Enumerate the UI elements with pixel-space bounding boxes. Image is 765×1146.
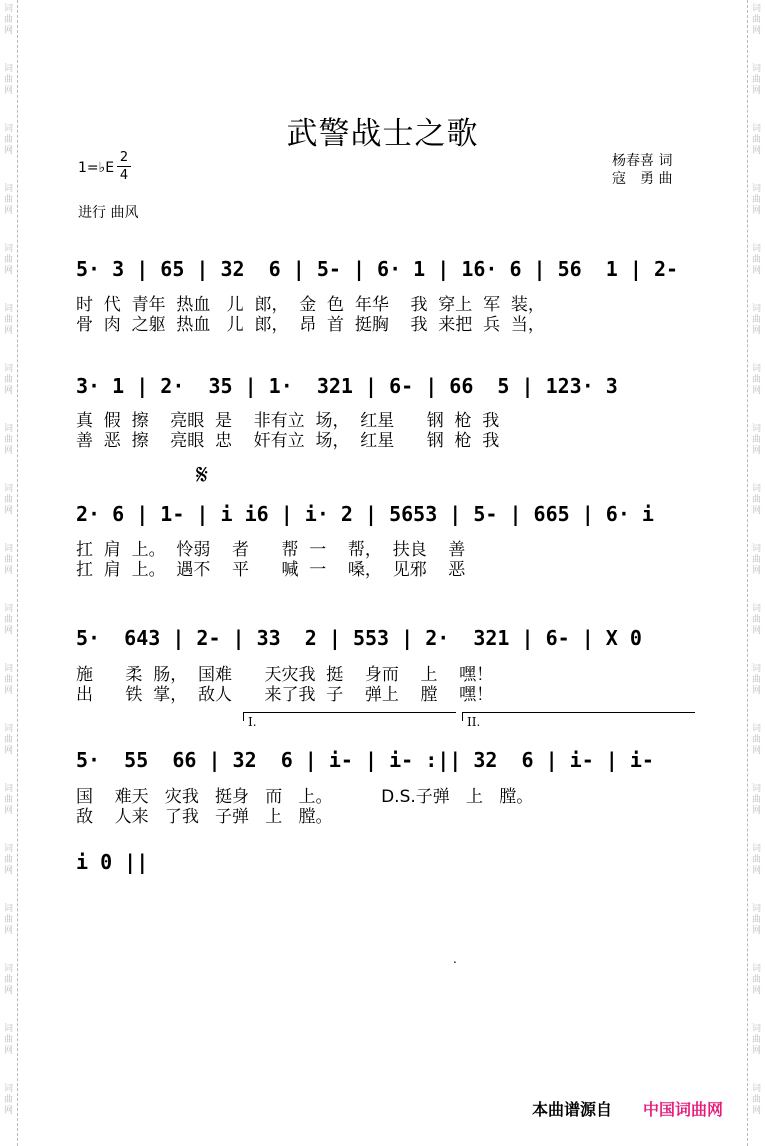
watermark-glyphs: 词 曲 网: [3, 4, 13, 36]
segno-sign: 𝄋: [196, 458, 209, 491]
watermark-glyphs: 词 曲 网: [751, 1084, 761, 1116]
watermark-glyphs: 词 曲 网: [751, 604, 761, 636]
watermark-glyphs: 词 曲 网: [751, 844, 761, 876]
lyrics-line-2b: 善 恶 擦 亮眼 忠 奸有立 场， 红星 钢 枪 我: [76, 431, 500, 451]
watermark-glyphs: 词 曲 网: [751, 4, 761, 36]
lyrics-line-2a: 真 假 擦 亮眼 是 非有立 场， 红星 钢 枪 我: [76, 411, 500, 431]
lyrics-line-3a: 扛 肩 上。 怜弱 者 帮 一 帮， 扶良 善: [76, 540, 466, 560]
watermark-glyphs: 词 曲 网: [751, 784, 761, 816]
lyrics-line-5a: 国 难天 灾我 挺身 而 上。 D.S.子弹 上 膛。: [76, 787, 534, 807]
lyricist-credit: 杨春喜 词: [612, 153, 673, 169]
composer-credit: 寇 勇 曲: [612, 171, 673, 187]
lyrics-line-4b: 出 铁 掌， 敌人 来了我 子 弹上 膛 嘿！: [76, 685, 494, 705]
notes-line-6: i 0 ||: [76, 850, 149, 874]
lyrics-line-3b: 扛 肩 上。 遇不 平 喊 一 嗓， 见邪 恶: [76, 560, 466, 580]
footer-site-link[interactable]: 中国词曲网: [643, 1100, 724, 1119]
credits: [612, 152, 672, 188]
watermark-glyphs: 词 曲 网: [751, 64, 761, 96]
tempo-marking: 进行 曲风: [78, 205, 139, 221]
watermark-glyphs: 词 曲 网: [3, 904, 13, 936]
lyrics-line-5b: 敌 人来 了我 子弹 上 膛。: [76, 807, 333, 827]
volta-1-label: I.: [248, 715, 257, 729]
watermark-glyphs: 词 曲 网: [3, 244, 13, 276]
watermark-glyphs: 词 曲 网: [751, 124, 761, 156]
notes-line-5: 5· 55 66 | 32 6 | i- | i- :|| 32 6 | i- | i-: [76, 748, 654, 772]
watermark-glyphs: 词 曲 网: [3, 484, 13, 516]
time-signature-line: [117, 166, 131, 167]
time-signature-top: 2: [119, 150, 129, 165]
time-signature-bottom: 4: [119, 168, 129, 183]
notes-line-2: 3· 1 | 2· 35 | 1· 321 | 6- | 66 5 | 123· 3: [76, 374, 618, 398]
key-signature: 1=♭E: [78, 160, 115, 176]
notes-line-4: 5· 643 | 2- | 33 2 | 553 | 2· 321 | 6- | X 0: [76, 626, 642, 650]
lyrics-line-4a: 施 柔 肠， 国难 天灾我 挺 身而 上 嘿！: [76, 665, 494, 685]
watermark-glyphs: 词 曲 网: [3, 64, 13, 96]
lyrics-line-1a: 时 代 青年 热血 儿 郎， 金 色 年华 我 穿上 军 装，: [76, 295, 545, 315]
watermark-glyphs: 词 曲 网: [751, 424, 761, 456]
watermark-glyphs: 词 曲 网: [751, 184, 761, 216]
volta-bracket-1: [243, 712, 456, 729]
watermark-glyphs: 词 曲 网: [3, 784, 13, 816]
watermark-glyphs: 词 曲 网: [751, 664, 761, 696]
watermark-glyphs: 词 曲 网: [3, 364, 13, 396]
time-signature: [117, 150, 131, 183]
footer-source-label: 本曲谱源自: [532, 1100, 613, 1119]
watermark-glyphs: 词 曲 网: [3, 1084, 13, 1116]
watermark-glyphs: 词 曲 网: [751, 724, 761, 756]
watermark-glyphs: 词 曲 网: [751, 544, 761, 576]
watermark-glyphs: 词 曲 网: [3, 184, 13, 216]
watermark-glyphs: 词 曲 网: [3, 1024, 13, 1056]
watermark-glyphs: 词 曲 网: [3, 604, 13, 636]
watermark-glyphs: 词 曲 网: [3, 544, 13, 576]
watermark-glyphs: 词 曲 网: [3, 124, 13, 156]
watermark-glyphs: 词 曲 网: [751, 904, 761, 936]
page-dot: .: [453, 952, 457, 966]
watermark-glyphs: 词 曲 网: [3, 844, 13, 876]
watermark-glyphs: 词 曲 网: [3, 424, 13, 456]
watermark-glyphs: 词 曲 网: [751, 484, 761, 516]
watermark-glyphs: 词 曲 网: [751, 964, 761, 996]
lyrics-line-1b: 骨 肉 之躯 热血 儿 郎， 昂 首 挺胸 我 来把 兵 当，: [76, 315, 545, 335]
watermark-glyphs: 词 曲 网: [751, 244, 761, 276]
watermark-glyphs: 词 曲 网: [3, 304, 13, 336]
notes-line-1: 5· 3 | 65 | 32 6 | 5- | 6· 1 | 16· 6 | 56 1 | 2-: [76, 257, 679, 281]
watermark-glyphs: 词 曲 网: [751, 304, 761, 336]
volta-bracket-2: [462, 712, 695, 729]
watermark-glyphs: 词 曲 网: [3, 664, 13, 696]
watermark-glyphs: 词 曲 网: [751, 1024, 761, 1056]
watermark-glyphs: 词 曲 网: [3, 724, 13, 756]
watermark-glyphs: 词 曲 网: [3, 964, 13, 996]
notes-line-3: 2· 6 | 1- | i i6 | i· 2 | 5653 | 5- | 665 | 6· i: [76, 502, 654, 526]
volta-2-label: II.: [467, 715, 481, 729]
song-title: 武警战士之歌: [286, 116, 479, 152]
watermark-glyphs: 词 曲 网: [751, 364, 761, 396]
